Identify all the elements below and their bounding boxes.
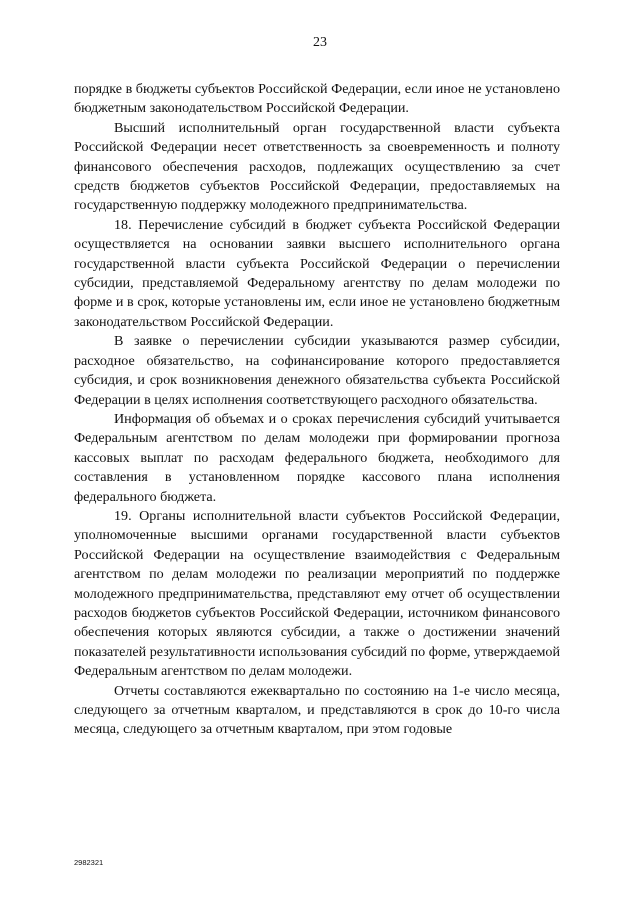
paragraph-information: Информация об объемах и о сроках перечисления субсидий учитывается Федеральным агентством по делам молодежи при формировании прогноза кассовых выплат по расходам федерального бюджета, необходимого для составления в установленном порядке кассового плана исполнения федерального бюджета. (74, 410, 560, 505)
paragraph-application: В заявке о перечислении субсидии указываются размер субсидии, расходное обязательство, на софинансирование которого предоставляется субсидия, и срок возникновения денежного обязательства субъекта Российской Федерации в целях исполнения соответствующего расходного обязательства. (74, 333, 560, 408)
document-body (74, 80, 560, 740)
page-number: 23 (313, 35, 327, 50)
paragraph-item-18: 18. Перечисление субсидий в бюджет субъекта Российской Федерации осуществляется на основании заявки высшего исполнительного органа государственной власти субъекта Российской Федерации о перечислении субсидии, представляемой Федеральному агентству по делам молодежи по форме и в срок, которые установлены им, если иное не установлено бюджетным законодательством Российской Федерации. (74, 216, 560, 330)
document-code: 2982321 (74, 858, 104, 867)
paragraph-continued: порядке в бюджеты субъектов Российской Федерации, если иное не установлено бюджетным законодательством Российской Федерации. (74, 81, 560, 117)
paragraph-responsibility: Высший исполнительный орган государственной власти субъекта Российской Федерации несет ответственность за своевременность и полноту финансового обеспечения расходов, подлежащих осуществлению за счет средств бюджетов субъектов Российской Федерации, предоставляемых на государственную поддержку молодежного предпринимательства. (74, 119, 560, 214)
paragraph-item-19: 19. Органы исполнительной власти субъектов Российской Федерации, уполномоченные высшими органами государственной власти субъектов Российской Федерации на осуществление взаимодействия с Федеральным агентством по делам молодежи по реализации мероприятий по поддержке молодежного предпринимательства, представляют ему отчет об осуществлении расходов бюджетов субъектов Российской Федерации, источником финансового обеспечения которых являются субсидии, а также о достижении значений показателей результативности использования субсидий по форме, утверждаемой Федеральным агентством по делам молодежи. (74, 507, 560, 680)
paragraph-reports: Отчеты составляются ежеквартально по состоянию на 1-е число месяца, следующего за отчетным кварталом, и представляются в срок до 10-го числа месяца, следующего за отчетным кварталом, при этом годовые (74, 682, 560, 738)
